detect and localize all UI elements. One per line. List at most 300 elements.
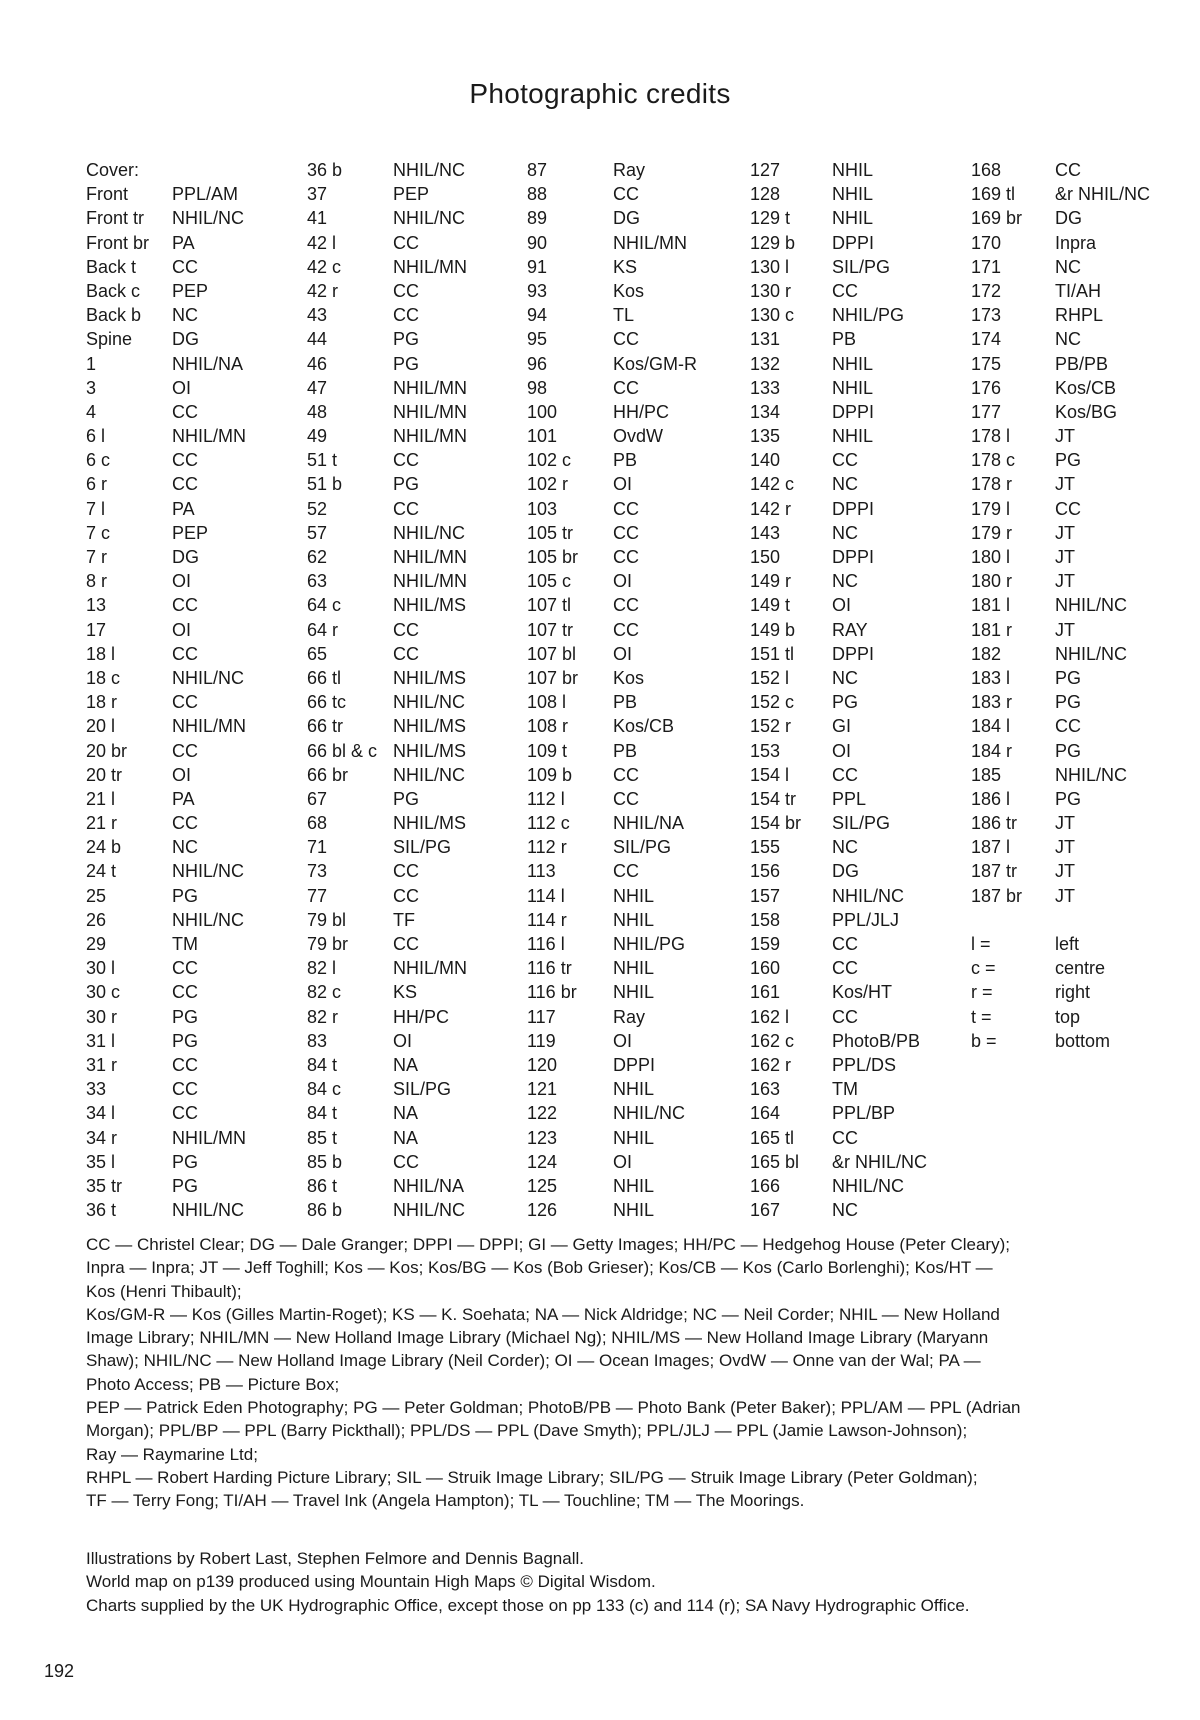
credit-source: CC [393,934,419,954]
credit-source: JT [1055,547,1075,567]
credit-source: NHIL/MN [393,547,468,567]
page-ref: 181 r [971,619,1013,640]
legend-line: RHPL — Robert Harding Picture Library; SIL — Struik Image Library; SIL/PG — Struik Image Library (Peter Goldman); [86,1467,978,1487]
credit-source: CC [393,619,419,640]
credit-source: CC [613,764,639,785]
credit-source: NC [832,1200,858,1221]
page-ref: 131 [750,329,781,350]
credit-source: CC [172,982,198,1003]
legend-line: Kos (Henri Thibault); [86,1281,242,1301]
page-ref: 162 r [750,1054,792,1075]
credit-source: SIL/PG [393,837,452,858]
page-ref: 79 bl [307,909,347,930]
page-ref: 167 [750,1200,781,1221]
page-ref: 17 [86,619,107,640]
credit-source: PG [172,1006,199,1027]
credit-source: CC [172,643,198,664]
credit-source: NHIL/PG [832,305,905,326]
note-line: Charts supplied by the UK Hydrographic Office, except those on pp 133 (c) and 114 (r); SA Navy Hydrographic Office. [86,1595,970,1615]
credit-source: NHIL [832,377,874,398]
page-ref: 173 [971,305,1002,326]
credit-source: PG [1055,450,1082,471]
page-ref: 157 [750,885,781,906]
credit-source: OI [172,764,192,785]
page-ref: 107 bl [527,643,577,664]
legend-line: Morgan); PPL/BP — PPL (Barry Pickthall); PPL/DS — PPL (Dave Smyth); PPL/JLJ — PPL (Jamie Lawson-Johnson); [86,1421,968,1441]
credit-source: CC [172,1079,198,1100]
page-ref: 165 bl [750,1151,800,1172]
page-ref: 130 r [750,280,792,301]
credit-source: PB/PB [1055,353,1109,374]
credit-source: NC [172,305,198,326]
page-ref: 52 [307,498,328,519]
credit-source: CC [832,1006,858,1027]
page-ref: 156 [750,861,781,882]
page-ref: 73 [307,861,328,882]
page-ref: 170 [971,232,1002,253]
credit-source: PB [832,329,857,350]
credit-source: NHIL/MN [393,571,468,592]
credit-source: top [1055,1006,1081,1027]
page-ref: 105 c [527,571,572,592]
credit-source: JT [1055,426,1075,447]
page-ref: 18 r [86,692,118,713]
credit-source: NC [172,837,198,858]
page-ref: 35 l [86,1151,116,1172]
page-ref: l = [971,934,991,954]
page-ref: 6 l [86,426,106,447]
page-ref: 20 br [86,740,128,761]
credit-source: CC [613,329,639,350]
credit-source: CC [393,885,419,906]
credit-source: &r NHIL/NC [1055,184,1151,205]
credit-source: NHIL/NC [172,208,245,229]
page-ref: 95 [527,329,548,350]
credit-source: CC [832,764,858,785]
credit-source: NHIL/NC [832,1175,905,1196]
page-ref: 8 r [86,571,108,592]
page-ref: 128 [750,184,781,205]
credit-source: CC [172,1054,198,1075]
page-ref: 93 [527,280,548,301]
legend-line: Photo Access; PB — Picture Box; [86,1374,340,1394]
page-ref: r = [971,982,993,1003]
credit-source: bottom [1055,1030,1111,1051]
credit-source: Kos/GM-R [613,353,698,374]
credit-source: CC [613,377,639,398]
page-ref: 3 [86,377,97,398]
page-ref: 34 l [86,1103,116,1124]
page-ref: 18 l [86,643,116,664]
legend-line: CC — Christel Clear; DG — Dale Granger; DPPI — DPPI; GI — Getty Images; HH/PC — Hedgehog House (Peter Cleary); [86,1235,1010,1254]
page-ref: 179 l [971,498,1011,519]
page-ref: 107 br [527,667,579,688]
credit-source: NHIL/NC [393,764,466,785]
page-ref: 112 l [527,788,565,809]
credit-source: PhotoB/PB [832,1030,921,1051]
credit-source: NC [1055,329,1081,350]
credit-source: NHIL/NC [1055,643,1128,664]
credit-source: PA [172,498,195,519]
credit-source: TI/AH [1055,280,1102,301]
page-ref: 158 [750,909,781,930]
credit-source: TM [172,934,198,954]
page-ref: 66 tc [307,692,347,713]
credit-source: JT [1055,522,1075,543]
credit-source: NHIL/MN [613,232,688,253]
page-ref: 36 b [307,160,343,180]
page-ref: Spine [86,329,133,350]
credit-source: DPPI [613,1054,656,1075]
credit-source: CC [393,861,419,882]
page-ref: b = [971,1030,997,1051]
page-ref: 169 br [971,208,1023,229]
credit-source: SIL/PG [613,837,672,858]
credit-source: NHIL/MN [393,256,468,277]
page-ref: 125 [527,1175,558,1196]
page-ref: 82 c [307,982,342,1003]
page-ref: 42 c [307,256,342,277]
credit-source: TL [613,305,635,326]
page-ref: 112 c [527,813,570,834]
credit-source: OI [393,1030,413,1051]
credit-source: PB [613,450,638,471]
page-ref: 182 [971,643,1002,664]
page-ref: 180 r [971,571,1013,592]
credit-source: TF [393,909,415,930]
credit-source: NC [832,667,858,688]
page-ref: 161 [750,982,781,1003]
credit-source: CC [832,450,858,471]
credit-source: DPPI [832,401,875,422]
credit-source: PPL [832,788,867,809]
page-ref: c = [971,958,996,979]
credit-source: JT [1055,474,1075,495]
legend-line: Ray — Raymarine Ltd; [86,1444,258,1464]
page-ref: 151 tl [750,643,795,664]
page-ref: 152 r [750,716,792,737]
page-ref: 82 r [307,1006,339,1027]
page-ref: 143 [750,522,781,543]
credit-source: NHIL/NC [393,522,466,543]
credit-source: CC [172,740,198,761]
credit-source: CC [393,280,419,301]
page-ref: 13 [86,595,107,616]
page-ref: 187 br [971,885,1023,906]
credit-source: PEP [393,184,430,205]
credit-source: PA [172,788,195,809]
credit-source: CC [613,184,639,205]
credit-source: PA [172,232,195,253]
credit-source: OI [613,474,633,495]
credit-source: PEP [172,280,209,301]
page-ref: 116 tr [527,958,572,979]
credit-source: PG [393,788,420,809]
credit-source: CC [1055,498,1081,519]
credit-source: JT [1055,861,1075,882]
page-ref: 160 [750,958,781,979]
page-ref: 186 tr [971,813,1018,834]
page-ref: 48 [307,401,328,422]
page-ref: 62 [307,547,328,567]
page-ref: 30 r [86,1006,118,1027]
credit-source: PPL/JLJ [832,909,900,930]
page-ref: 66 tr [307,716,344,737]
page-ref: 126 [527,1200,558,1221]
page-ref: 51 t [307,450,338,471]
abbreviations-legend [86,1233,1176,1513]
credit-source: NA [393,1054,419,1075]
credit-source: Kos/CB [1055,377,1117,398]
credit-source: Ray [613,1006,646,1027]
page-ref: 96 [527,353,548,374]
credit-source: DPPI [832,498,875,519]
page-ref: 34 r [86,1127,118,1148]
credit-source: CC [393,232,419,253]
credit-source: CC [613,498,639,519]
credit-source: NHIL/MN [393,958,468,979]
legend-line: PEP — Patrick Eden Photography; PG — Peter Goldman; PhotoB/PB — Photo Bank (Peter Baker); PPL/AM — PPL (Adrian [86,1398,1021,1418]
credit-source: PPL/DS [832,1054,897,1075]
credit-source: PG [1055,692,1082,713]
credit-source: NHIL/NC [393,160,466,180]
credit-source: CC [172,474,198,495]
page-ref: 86 t [307,1175,338,1196]
page-ref: 122 [527,1103,558,1124]
page-ref: Cover: [86,160,140,180]
page-ref: 83 [307,1030,328,1051]
page-ref: 86 b [307,1200,343,1221]
legend-line: Image Library; NHIL/MN — New Holland Image Library (Michael Ng); NHIL/MS — New Holland Image Library (Maryann [86,1328,989,1348]
credit-source: CC [172,958,198,979]
page-ref: Front [86,184,129,205]
page-ref: 67 [307,788,328,809]
credit-source: JT [1055,837,1075,858]
page-ref: 154 l [750,764,790,785]
page-ref: 64 c [307,595,342,616]
page-ref: 100 [527,401,558,422]
page-ref: 108 r [527,716,569,737]
page-ref: 68 [307,813,328,834]
credit-source: Inpra [1055,232,1097,253]
credit-source: PPL/AM [172,184,239,205]
credit-source: CC [393,305,419,326]
credit-source: NHIL/MS [393,813,467,834]
page-ref: 175 [971,353,1002,374]
credit-source: NHIL/MS [393,740,467,761]
page-ref: 178 r [971,474,1013,495]
page-ref: 6 r [86,474,108,495]
credit-source: PB [613,740,638,761]
credit-source: CC [172,450,198,471]
page-ref: 24 t [86,861,117,882]
page-ref: 177 [971,401,1002,422]
page-ref: Back b [86,305,142,326]
page-ref: 124 [527,1151,558,1172]
credit-source: KS [613,256,638,277]
page-ref: 21 r [86,813,118,834]
page-ref: 33 [86,1079,107,1100]
credit-source: PEP [172,522,209,543]
credit-source: NHIL/PG [613,934,686,954]
credit-source: SIL/PG [832,813,891,834]
credit-source: DG [172,329,199,350]
credit-source: NHIL [832,184,874,205]
credit-source: NHIL/NA [613,813,685,834]
page-ref: 123 [527,1127,558,1148]
page-ref: 26 [86,909,107,930]
credit-source: CC [172,813,198,834]
credit-source: HH/PC [393,1006,450,1027]
credit-source: DPPI [832,643,875,664]
page-ref: 30 l [86,958,116,979]
credit-source: CC [172,595,198,616]
credit-source: CC [393,450,419,471]
page-ref: 168 [971,160,1002,180]
credit-source: NHIL/NA [172,353,244,374]
credit-source: NHIL/NC [393,1200,466,1221]
page-ref: 37 [307,184,328,205]
credit-source: NHIL/NC [1055,764,1128,785]
page-ref: 49 [307,426,328,447]
credit-source: Kos/CB [613,716,675,737]
credit-source: PG [172,885,199,906]
credit-source: NHIL/NC [613,1103,686,1124]
credit-source: NHIL/MN [172,426,247,447]
page-ref: 109 t [527,740,568,761]
page-ref: 66 tl [307,667,342,688]
page-ref: 63 [307,571,328,592]
page-ref: 179 r [971,522,1013,543]
credit-source: NHIL [832,208,874,229]
credit-source: NC [832,522,858,543]
credit-source: NHIL [613,958,655,979]
page-ref: 178 l [971,426,1011,447]
page-ref: 1 [86,353,97,374]
credit-source: JT [1055,571,1075,592]
page-ref: 24 b [86,837,122,858]
page-ref: 20 tr [86,764,123,785]
page-ref: 112 r [527,837,567,858]
page-ref: 84 c [307,1079,342,1100]
page-ref: 87 [527,160,548,180]
page-ref: 31 l [86,1030,116,1051]
credit-source: PG [172,1151,199,1172]
page-ref: 90 [527,232,548,253]
credit-source: NHIL/MN [393,401,468,422]
page-ref: Back c [86,280,141,301]
page-ref: 187 l [971,837,1011,858]
credit-source: DG [832,861,859,882]
credit-source: NHIL/NC [832,885,905,906]
credit-source: NHIL [613,1200,655,1221]
credit-source: CC [832,958,858,979]
page-ref: 186 l [971,788,1011,809]
credit-source: CC [832,1127,858,1148]
legend-line: Kos/GM-R — Kos (Gilles Martin-Roget); KS — K. Soehata; NA — Nick Aldridge; NC — Neil Corder; NHIL — New Holland [86,1304,1000,1324]
page-ref: 91 [527,256,548,277]
credit-source: GI [832,716,852,737]
credit-source: CC [172,692,198,713]
credit-source: NHIL/NC [393,692,466,713]
page-ref: 31 r [86,1054,118,1075]
page-ref: 150 [750,547,781,567]
credit-source: DG [172,547,199,567]
credit-source: NHIL/NC [1055,595,1128,616]
credit-source: NHIL/NC [172,667,245,688]
page-ref: 103 [527,498,558,519]
page-ref: 133 [750,377,781,398]
page-ref: 107 tr [527,619,574,640]
page-ref: 183 l [971,667,1011,688]
credit-source: JT [1055,619,1075,640]
credit-source: RHPL [1055,305,1104,326]
credit-source: HH/PC [613,401,670,422]
page-ref: 154 tr [750,788,797,809]
credit-source: PG [832,692,859,713]
page-ref: 66 br [307,764,349,785]
page-ref: 84 t [307,1103,338,1124]
legend-line: TF — Terry Fong; TI/AH — Travel Ink (Angela Hampton); TL — Touchline; TM — The Moorings. [86,1491,805,1511]
credit-source: Kos/BG [1055,401,1118,422]
page-ref: 184 r [971,740,1013,761]
credit-source: CC [832,934,858,954]
page-ref: 102 c [527,450,572,471]
page-ref: 101 [527,426,558,447]
page-ref: 176 [971,377,1002,398]
page-ref: 20 l [86,716,116,737]
credit-source: NHIL [613,885,655,906]
credit-source: NC [1055,256,1081,277]
credit-source: NHIL/MS [393,667,467,688]
page-ref: 4 [86,401,97,422]
page-ref: 88 [527,184,548,205]
credit-source: DPPI [832,547,875,567]
illustration-notes [86,1547,1176,1617]
note-line: World map on p139 produced using Mountain High Maps © Digital Wisdom. [86,1572,656,1592]
page-ref: 46 [307,353,328,374]
page-ref: 172 [971,280,1002,301]
page-ref: 169 tl [971,184,1016,205]
credit-source: OI [613,643,633,664]
page-ref: 85 t [307,1127,338,1148]
page-ref: 94 [527,305,548,326]
page-ref: 105 br [527,547,579,567]
page-ref: 184 l [971,716,1011,737]
credit-source: PG [1055,740,1082,761]
page-ref: 183 r [971,692,1013,713]
credit-source: NHIL [613,1127,655,1148]
credit-source: NHIL [613,1175,655,1196]
credit-source: NHIL/MN [172,716,247,737]
credit-source: CC [172,1103,198,1124]
credit-source: Kos [613,280,645,301]
page-ref: 18 c [86,667,121,688]
credit-source: NHIL [613,909,655,930]
page-ref: 159 [750,934,781,954]
credit-source: CC [393,643,419,664]
page-ref: 7 l [86,498,106,519]
page-ref: 102 r [527,474,569,495]
page-ref: 155 [750,837,781,858]
page-ref: Front tr [86,208,145,229]
page-ref: 113 [527,861,556,882]
credit-source: RAY [832,619,868,640]
page-ref: 142 c [750,474,795,495]
credit-source: CC [613,522,639,543]
page-number: 192 [44,1661,75,1681]
page-ref: t = [971,1006,992,1027]
